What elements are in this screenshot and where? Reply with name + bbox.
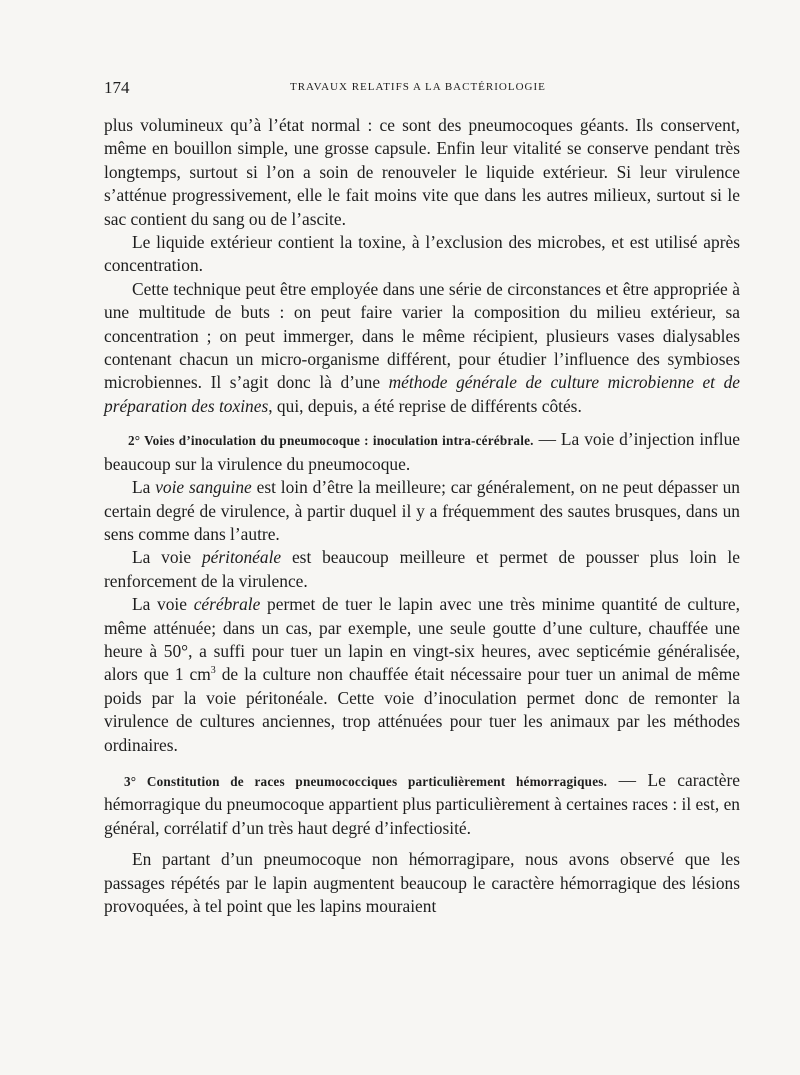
paragraph-4-text-b: est loin d’être la meilleure; car généralement, on ne peut dépasser un certain degré de virulence, à partir duquel il y a fréquemment des sautes brusques, dans un sens comme dans l’autre. (104, 477, 740, 544)
paragraph-5-text-a: La voie (132, 547, 202, 568)
running-title: TRAVAUX RELATIFS A LA BACTÉRIOLOGIE (290, 81, 546, 93)
section-2-heading: 2° Voies d’inoculation du pneumocoque : inoculation intra-cérébrale. (128, 433, 534, 449)
section-2 (104, 428, 740, 476)
paragraph-7: En partant d’un pneumocoque non hémorragipare, nous avons observé que les passages répétés par le lapin augmentent beaucoup le caractère hémorragique des lésions provoquées, à tel point que les lapins mouraient (104, 849, 740, 916)
paragraph-3 (104, 278, 740, 418)
section-2-text: — La voie d’injection influe beaucoup sur la virulence du pneumocoque. (104, 429, 740, 474)
paragraph-3-emphasis: méthode générale de culture microbienne et de préparation des toxines (104, 372, 740, 416)
paragraph-6-text-b: permet de tuer le lapin avec une très minime quantité de culture, même atténuée; dans un cas, par exemple, une seule goutte d’une culture, chauffée une heure à 50°, a suffi pour tuer un lapin en vingt-six heures, avec septicémie généralisée, alors que 1 cm (104, 594, 741, 685)
section-3-heading: 3° Constitution de races pneumococciques particulièrement hémorragiques. (124, 773, 608, 789)
paragraph-2: Le liquide extérieur contient la toxine, à l’exclusion des microbes, et est utilisé après concentration. (104, 232, 740, 276)
paragraph-3-text-b: , qui, depuis, a été reprise de différents côtés. (268, 395, 582, 416)
paragraph-5-emphasis: péritonéale (201, 547, 282, 568)
page-header (104, 78, 754, 100)
body-text (104, 114, 740, 918)
paragraph-6-emphasis: cérébrale (193, 594, 261, 615)
paragraph-3-text-a: Cette technique peut être employée dans une série de circonstances et être appropriée à une multitude de buts : on peut faire varier la composition du milieu extérieur, sa concentration ; on peut immerger, dans le même récipient, plusieurs vases dialysables contenant chacun un micro-organisme différent, pour étudier l’influence des symbioses microbiennes. Il s’agit donc là d’une (104, 278, 740, 393)
paragraph-5-text-b: est beaucoup meilleure et permet de pousser plus loin le renforcement de la virulence. (104, 547, 740, 591)
paragraph-5 (104, 546, 740, 593)
paragraph-4-text-a: La (132, 477, 156, 498)
paragraph-6-text-c: de la culture non chauffée était nécessaire pour tuer un animal de même poids par la voie péritonéale. Cette voie d’inoculation permet donc de remonter la virulence de cultures anciennes, trop atténuées pour tuer les animaux par les méthodes ordinaires. (104, 664, 740, 755)
section-3-text: — Le caractère hémorragique du pneumocoque appartient plus particulièrement à certaines races : il est, en général, corrélatif d’un très haut degré d’infectiosité. (104, 769, 740, 838)
paragraph-1: plus volumineux qu’à l’état normal : ce sont des pneumocoques géants. Ils conservent, même en bouillon simple, une grosse capsule. Enfin leur vitalité se conserve pendant très longtemps, surtout si l’on a soin de renouveler le liquide extérieur. Si leur virulence s’atténue progressivement, elle le fait moins vite que dans les autres milieux, surtout si le sac contient du sang ou de l’ascite. (104, 115, 740, 229)
paragraph-6 (104, 593, 740, 757)
paragraph-6-text-a: La voie (132, 594, 194, 615)
section-3 (104, 769, 740, 840)
paragraph-6-superscript: 3 (210, 665, 216, 677)
paragraph-4 (104, 476, 740, 546)
paragraph-4-emphasis: voie sanguine (155, 477, 252, 498)
page-number: 174 (104, 78, 130, 97)
